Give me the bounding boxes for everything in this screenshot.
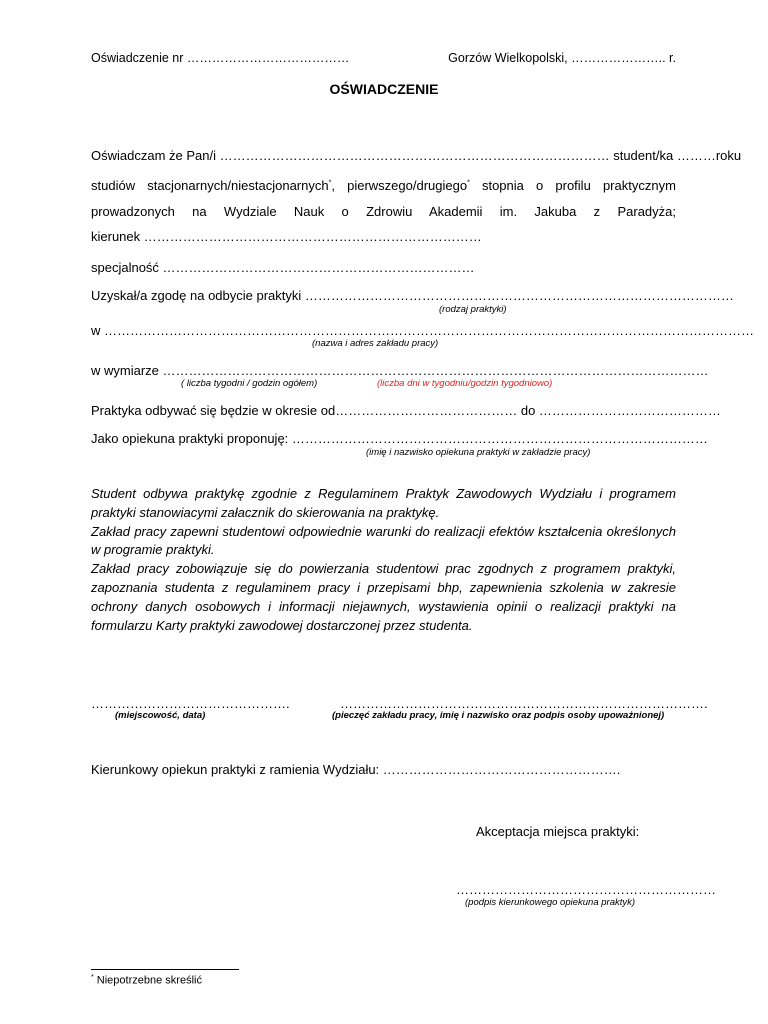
line-field-of-study: kierunek …………………………………………………………………… xyxy=(91,229,482,244)
statement-number: Oświadczenie nr ………………………………… xyxy=(91,51,350,65)
acceptance-signature-dots: …………………………………………………… xyxy=(456,882,716,897)
note-supervisor-name: (imię i nazwisko opiekuna praktyki w zakładzie pracy) xyxy=(366,447,591,458)
footnote-mark: * xyxy=(328,179,332,187)
footnote-divider xyxy=(91,969,239,970)
line-studies: studiów stacjonarnych/niestacjonarnych*, pierwszego/drugiego* stopnia o profilu praktycznym xyxy=(91,178,676,193)
note-stamp-signature: (pieczęć zakładu pracy, imię i nazwisko oraz podpis osoby upoważnionej) xyxy=(332,710,665,721)
note-place-date: (miejscowość, data) xyxy=(115,710,206,721)
note-acceptance-signature: (podpis kierunkowego opiekuna praktyk) xyxy=(465,897,636,908)
line-consent: Uzyskał/a zgodę na odbycie praktyki ……………………………………………………………………………………… xyxy=(91,288,734,303)
acceptance-label: Akceptacja miejsca praktyki: xyxy=(476,824,640,839)
faculty-supervisor-line: Kierunkowy opiekun praktyki z ramienia Wydziału: ………………………………………………. xyxy=(91,762,621,777)
terms-paragraph: Student odbywa praktykę zgodnie z Regulaminem Praktyk Zawodowych Wydziału i programem praktyki stanowiacymi załacznik do skierowania na praktykę. Zakład pracy zapewni studentowi odpowiednie warunki do realizacji efektów kształcenia określonych w programie praktyki. Zakład pracy zobowiązuje się do powierzania studentowi prac zgodnych z programem praktyki, zapoznania studenta z regulaminem pracy i przepisami bhp, zapewnienia szkolenia w zakresie ochrony danych osobowych i informacji niejawnych, wystawienia opinii o realizacji praktyki na formularzu Karty praktyki zawodowej dostarczonej przez studenta. xyxy=(91,486,676,633)
place-date: Gorzów Wielkopolski, ………………….. r. xyxy=(448,51,676,65)
place-date-dots: ………………………………………. xyxy=(91,696,290,711)
line-specialty: specjalność ……………………………………………………………… xyxy=(91,260,475,275)
document-title: OŚWIADCZENIE xyxy=(329,81,439,97)
stamp-signature-dots: …………………………………………………………………………. xyxy=(340,696,708,711)
line-faculty: prowadzonych na Wydziale Nauk o Zdrowiu Akademii im. Jakuba z Paradyża; xyxy=(91,204,676,219)
note-workplace: (nazwa i adres zakładu pracy) xyxy=(312,338,439,349)
line-scope: w wymiarze ……………………………………………………………………………………………………………… xyxy=(91,363,709,378)
line-supervisor-proposal: Jako opiekuna praktyki proponuję: …………………………………………………………………………………… xyxy=(91,431,708,446)
note-weeks-hours: ( liczba tygodni / godzin ogółem) xyxy=(181,378,318,389)
line-workplace: w …………………………………………………………………………………………………………………………………… xyxy=(91,323,754,338)
note-days-per-week: (liczba dni w tygodniu/godzin tygodniowo) xyxy=(377,378,553,389)
note-practice-type: (rodzaj praktyki) xyxy=(439,304,507,315)
footnote: * Niepotrzebne skreślić xyxy=(91,974,202,987)
line-student: Oświadczam że Pan/i ……………………………………………………………………………… student/ka ………roku xyxy=(91,148,742,163)
line-period: Praktyka odbywać się będzie w okresie od…………………………………… do …………………………………… xyxy=(91,403,721,418)
